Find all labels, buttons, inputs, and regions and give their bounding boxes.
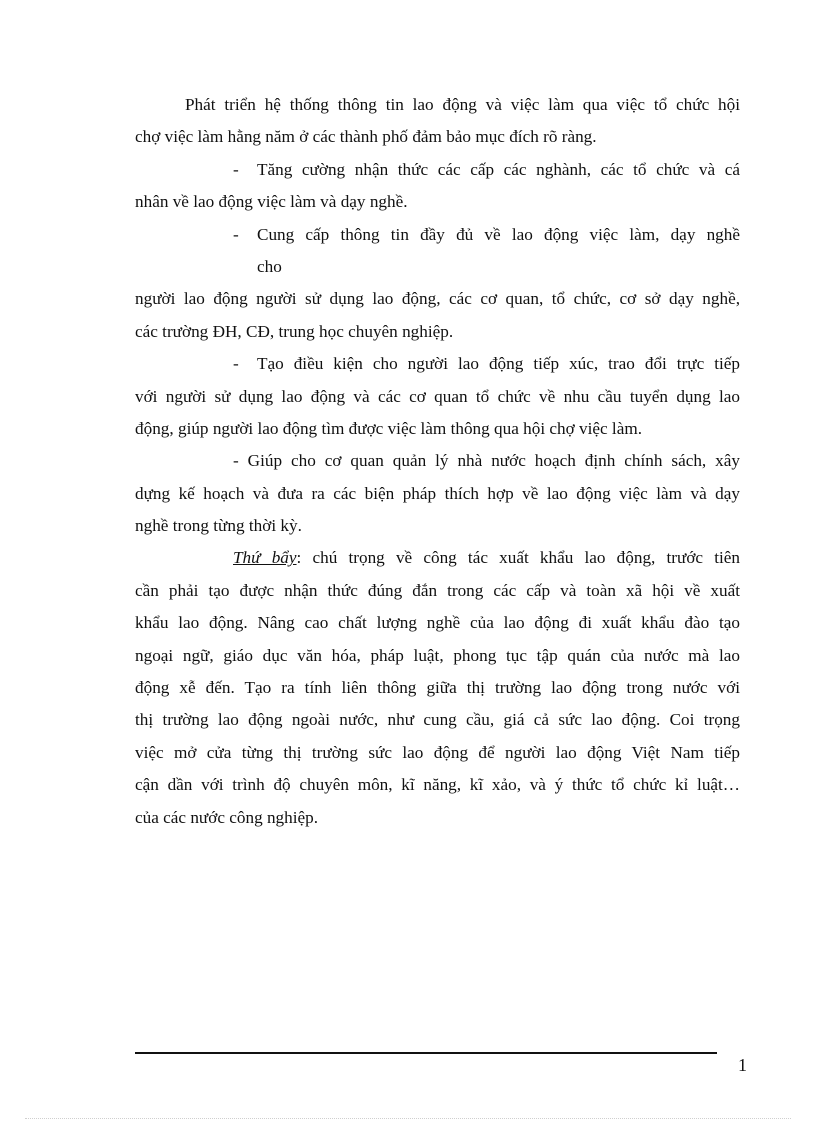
paragraph-line: động xễ đến. Tạo ra tính liên thông giữa thị trường lao động trong nước với: [135, 678, 740, 698]
bullet-marker: -: [233, 354, 239, 374]
paragraph-line: nhân về lao động việc làm và dạy nghề.: [135, 192, 408, 212]
heading-line: [135, 542, 740, 574]
paragraph-line: khẩu lao động. Nâng cao chất lượng nghề của lao động đi xuất khẩu đào tạo: [135, 613, 740, 633]
section-heading: Thứ bẩy: [233, 548, 297, 568]
paragraph-line: việc mở cửa từng thị trường sức lao động để người lao động Việt Nam tiếp: [135, 742, 740, 762]
paragraph-line: dựng kế hoạch và đưa ra các biện pháp thích hợp về lao động việc làm và dạy: [135, 483, 740, 503]
paragraph-line: Phát triển hệ thống thông tin lao động và việc làm qua việc tổ chức hội: [185, 95, 740, 114]
bullet-text: Tạo điều kiện cho người lao động tiếp xúc, trao đổi trực tiếp: [257, 354, 740, 374]
paragraph-line: với người sử dụng lao động và các cơ quan tổ chức về nhu cầu tuyển dụng lao: [135, 386, 740, 406]
page-number: 1: [738, 1055, 747, 1075]
bullet-line: [135, 154, 740, 186]
paragraph-line: nghề trong từng thời kỳ.: [135, 516, 302, 536]
bullet-text: Tăng cường nhận thức các cấp các nghành, các tổ chức và cá: [257, 159, 740, 179]
paragraph-line: các trường ĐH, CĐ, trung học chuyên nghiệp.: [135, 321, 454, 341]
bullet-text: Cung cấp thông tin đầy đủ về lao động việc làm, dạy nghề: [257, 224, 740, 244]
body-text: [135, 89, 740, 834]
paragraph-line: cho: [257, 256, 282, 276]
paragraph-line: - Giúp cho cơ quan quản lý nhà nước hoạch định chính sách, xây: [233, 451, 740, 471]
heading-text: chú trọng về công tác xuất khẩu lao động, trước tiên: [312, 548, 741, 568]
bullet-line: [135, 348, 740, 380]
paragraph-line: chợ việc làm hằng năm ở các thành phố đảm bảo mục đích rõ ràng.: [135, 127, 597, 147]
paragraph-line: thị trường lao động ngoài nước, như cung cầu, giá cả sức lao động. Coi trọng: [135, 710, 740, 730]
paragraph-line: ngoại ngữ, giáo dục văn hóa, pháp luật, phong tục tập quán của nước mà lao: [135, 645, 740, 665]
heading-colon: :: [296, 548, 302, 568]
paragraph-line: của các nước công nghiệp.: [135, 807, 319, 827]
page-bottom-edge: [25, 1118, 791, 1119]
footer-divider: [135, 1052, 717, 1054]
bullet-marker: -: [233, 224, 239, 244]
paragraph-line: cần phải tạo được nhận thức đúng đắn trong các cấp và toàn xã hội về xuất: [135, 580, 740, 600]
bullet-line: [135, 219, 740, 251]
paragraph-line: người lao động người sử dụng lao động, các cơ quan, tổ chức, cơ sở dạy nghề,: [135, 289, 740, 309]
paragraph-line: động, giúp người lao động tìm được việc làm thông qua hội chợ việc làm.: [135, 418, 643, 438]
paragraph-line: cận dần với trình độ chuyên môn, kĩ năng, kĩ xảo, và ý thức tổ chức kỉ luật…: [135, 775, 740, 795]
bullet-marker: -: [233, 159, 239, 179]
